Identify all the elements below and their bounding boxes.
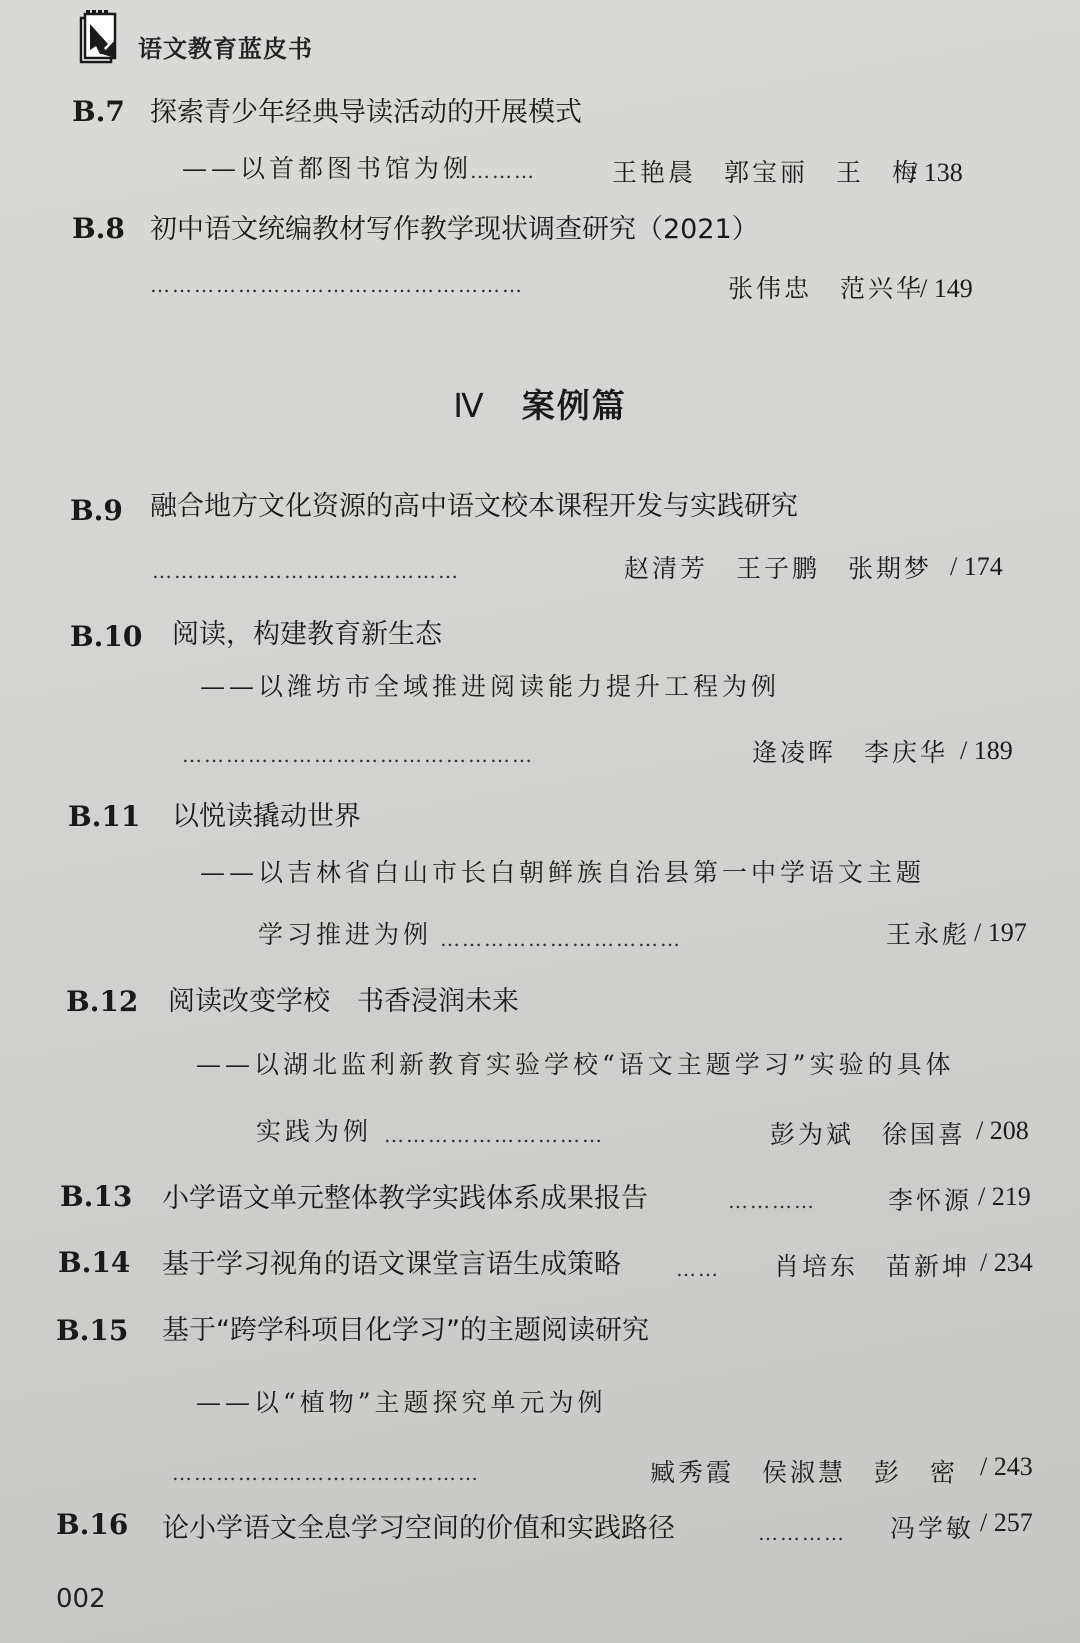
- entry-authors-b8: 张伟忠 范兴华: [728, 274, 925, 303]
- entry-code-b12: B.12: [66, 985, 139, 1018]
- entry-authors-b16: 冯学敏: [890, 1514, 975, 1543]
- entry-authors-b12: 彭为斌 徐国喜: [770, 1120, 967, 1149]
- entry-title-b16: 论小学语文全息学习空间的价值和实践路径: [162, 1513, 675, 1544]
- entry-title-b11: 以悦读撬动世界: [172, 801, 361, 832]
- entry-leader-b8: ……………………………………………: [150, 273, 524, 297]
- entry-authors-b9: 赵清芳 王子鹏 张期梦: [624, 554, 933, 583]
- entry-leader-b11: ……………………………: [440, 927, 682, 951]
- entry-page-b16: / 257: [980, 1508, 1033, 1537]
- entry-page-b7: / 138: [910, 158, 963, 187]
- running-header: [78, 8, 313, 68]
- page-number: 002: [56, 1584, 106, 1614]
- entry-leader-b9: ……………………………………: [152, 559, 460, 583]
- entry-subtitle2-b11: 学习推进为例: [258, 920, 433, 949]
- entry-page-b15: / 243: [980, 1452, 1033, 1481]
- entry-authors-b10: 逄凌晖 李庆华: [752, 738, 949, 767]
- entry-authors-b7: 王艳晨 郭宝丽 王 梅: [612, 158, 921, 187]
- entry-title-b10: 阅读，构建教育新生态: [172, 619, 442, 650]
- entry-subtitle-b12: ——以湖北监利新教育实验学校“语文主题学习”实验的具体: [196, 1050, 955, 1079]
- entry-page-b14: / 234: [980, 1248, 1033, 1277]
- entry-code-b8: B.8: [72, 212, 125, 245]
- entry-code-b7: B.7: [72, 95, 125, 128]
- section-title: 案例篇: [521, 386, 627, 425]
- entry-authors-b11: 王永彪: [886, 920, 971, 949]
- entry-leader-b14: ……: [676, 1257, 720, 1281]
- entry-leader-b15: ……………………………………: [172, 1461, 480, 1485]
- entry-subtitle2-b12: 实践为例: [256, 1117, 373, 1146]
- section-numeral: Ⅳ: [453, 386, 486, 425]
- entry-subtitle-b7: ——以首都图书馆为例: [182, 154, 473, 183]
- entry-title-b9: 融合地方文化资源的高中语文校本课程开发与实践研究: [150, 491, 798, 522]
- series-title: 语文教育蓝皮书: [138, 34, 313, 63]
- entry-code-b16: B.16: [56, 1508, 129, 1541]
- entry-authors-b13: 李怀源: [888, 1186, 973, 1215]
- section-heading: [0, 380, 1080, 427]
- entry-code-b10: B.10: [70, 620, 143, 653]
- entry-leader-b13: …………: [728, 1189, 816, 1213]
- entry-leader-b12: …………………………: [384, 1123, 604, 1147]
- entry-subtitle-b10: ——以潍坊市全域推进阅读能力提升工程为例: [200, 672, 781, 701]
- entry-title-b7: 探索青少年经典导读活动的开展模式: [150, 97, 582, 128]
- entry-code-b13: B.13: [60, 1180, 133, 1213]
- entry-title-b8: 初中语文统编教材写作教学现状调查研究（2021）: [150, 214, 759, 245]
- entry-authors-b14: 肖培东 苗新坤: [774, 1252, 971, 1281]
- entry-title-b12: 阅读改变学校 书香浸润未来: [168, 986, 519, 1017]
- entry-subtitle-b11: ——以吉林省白山市长白朝鲜族自治县第一中学语文主题: [200, 858, 926, 887]
- entry-page-b11: / 197: [974, 918, 1027, 947]
- entry-code-b14: B.14: [58, 1246, 131, 1279]
- entry-title-b15: 基于“跨学科项目化学习”的主题阅读研究: [162, 1315, 649, 1346]
- entry-page-b9: / 174: [950, 552, 1003, 581]
- entry-page-b13: / 219: [978, 1182, 1031, 1211]
- entry-title-b13: 小学语文单元整体教学实践体系成果报告: [162, 1183, 648, 1214]
- entry-code-b15: B.15: [56, 1314, 129, 1347]
- entry-page-b8: / 149: [920, 274, 973, 303]
- entry-leader-b7: …………: [448, 159, 536, 183]
- entry-subtitle-b15: ——以“植物”主题探究单元为例: [196, 1388, 607, 1417]
- entry-page-b10: / 189: [960, 736, 1013, 765]
- book-series-icon: [78, 10, 118, 66]
- entry-authors-b15: 臧秀霞 侯淑慧 彭 密: [650, 1458, 959, 1487]
- entry-leader-b10: …………………………………………: [182, 743, 534, 767]
- entry-page-b12: / 208: [976, 1116, 1029, 1145]
- entry-code-b9: B.9: [70, 494, 123, 527]
- entry-leader-b16: …………: [758, 1521, 846, 1545]
- entry-code-b11: B.11: [68, 800, 141, 833]
- entry-title-b14: 基于学习视角的语文课堂言语生成策略: [162, 1249, 621, 1280]
